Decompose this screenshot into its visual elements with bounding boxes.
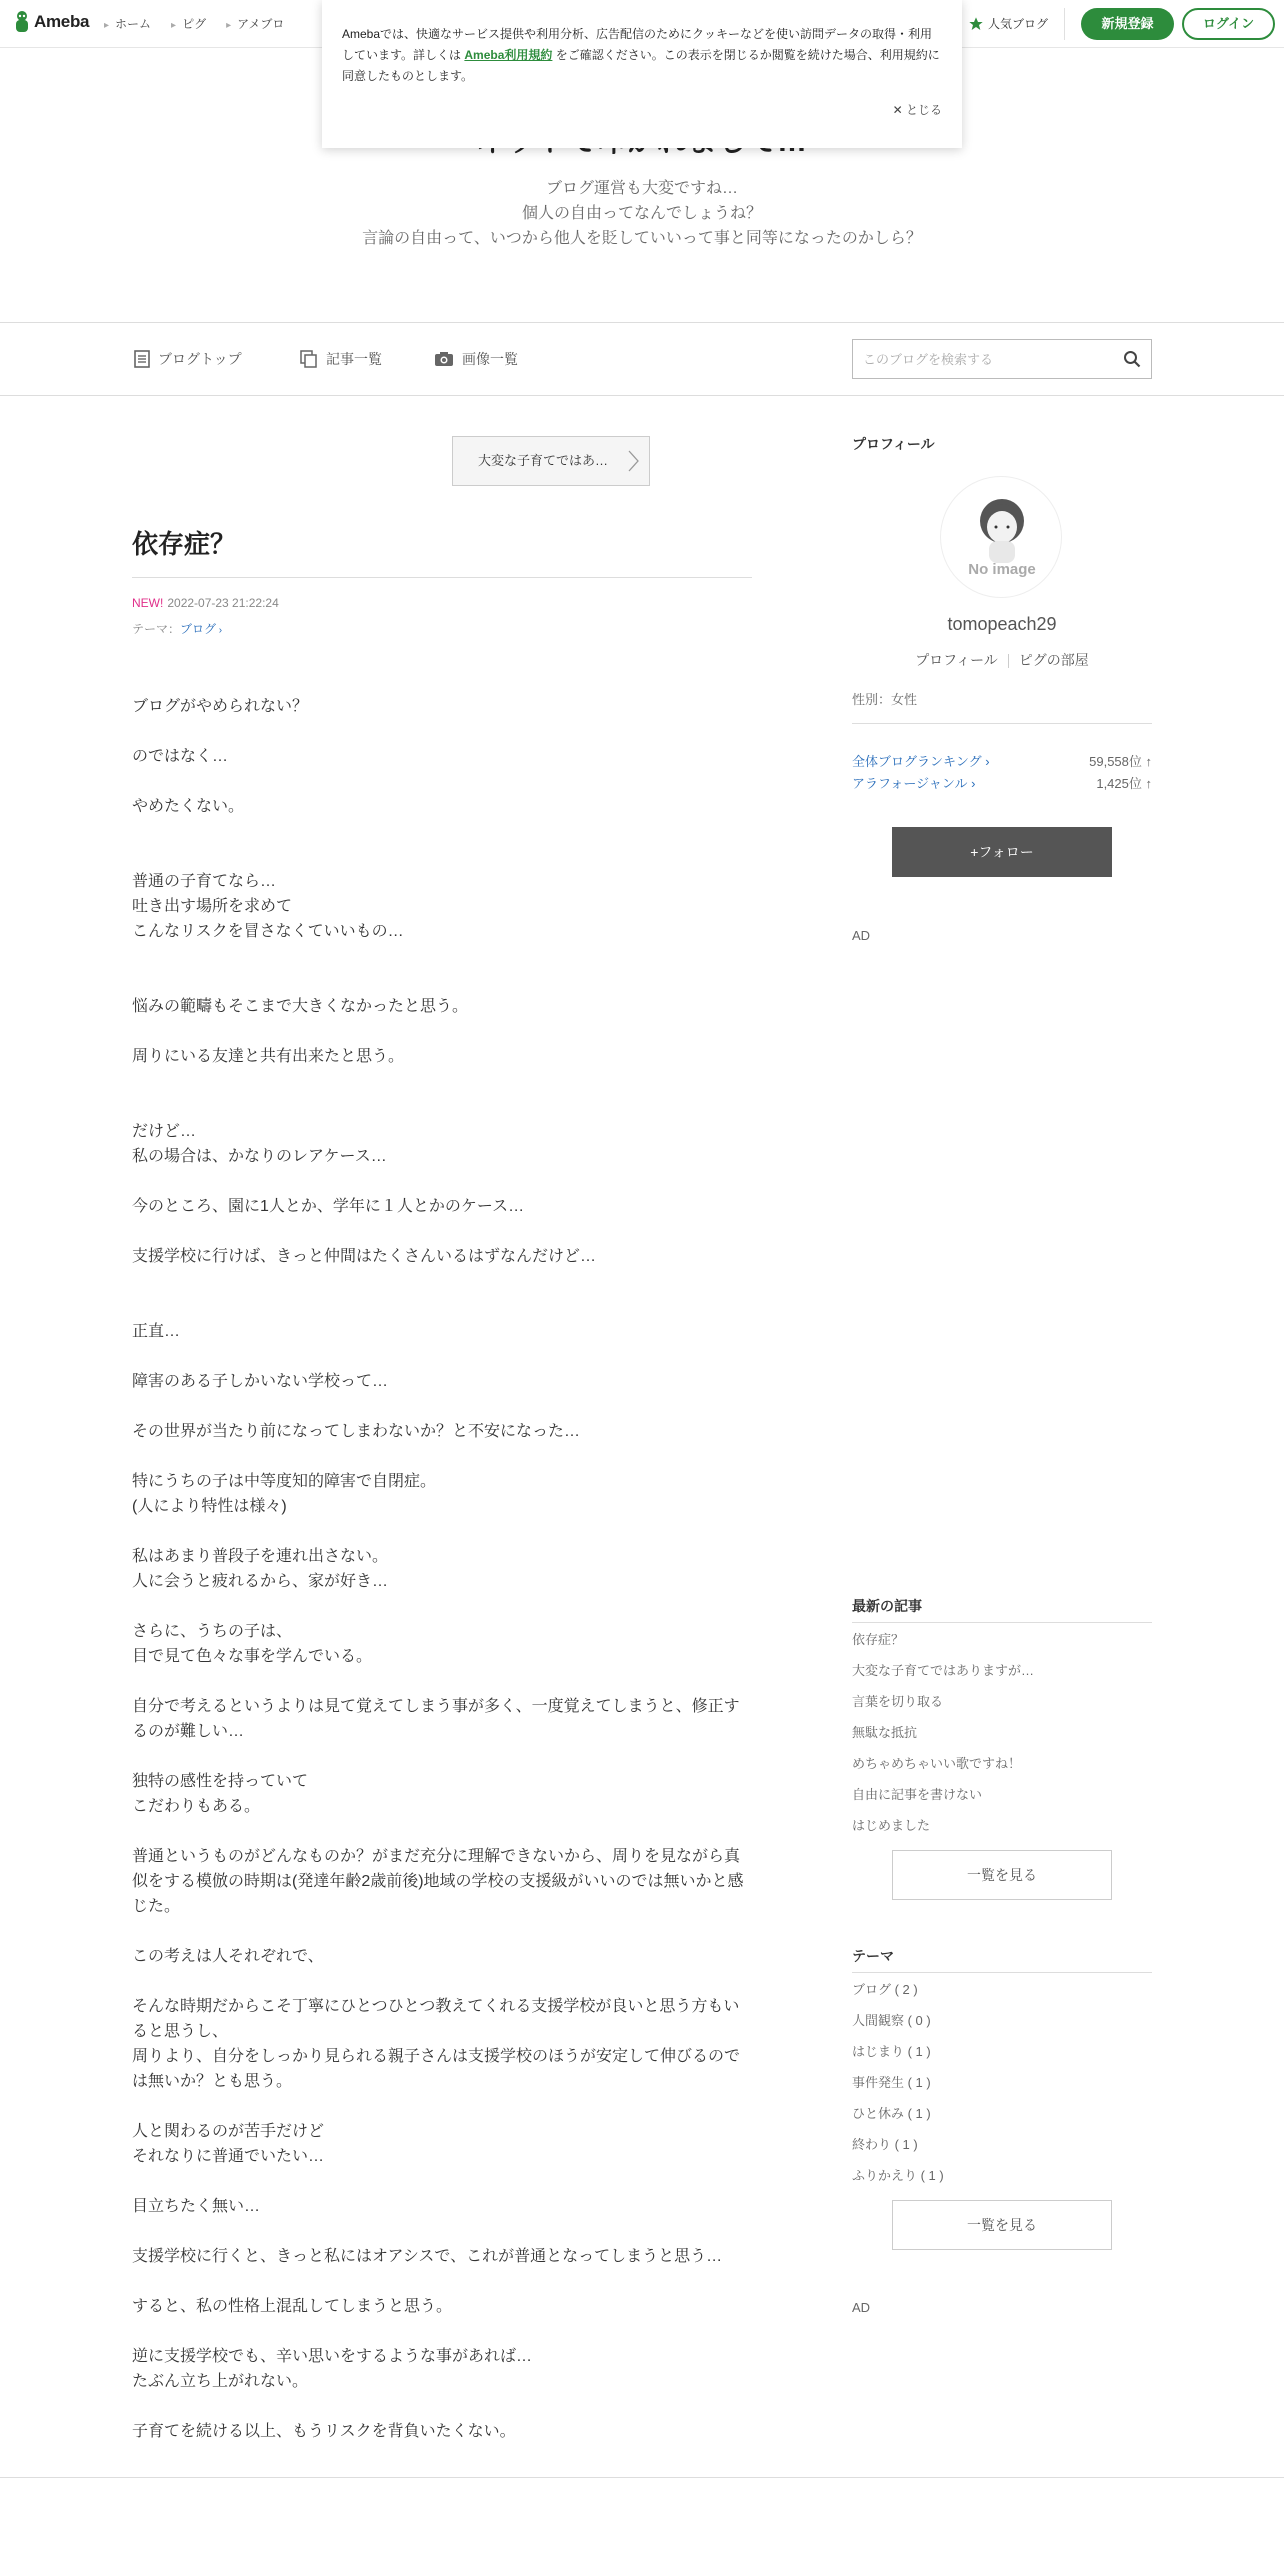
- recent-divider: [852, 1622, 1152, 1623]
- entry-theme: [132, 620, 222, 637]
- document-icon: [134, 350, 150, 368]
- entry-paragraph: 普通の子育てなら…: [132, 873, 277, 890]
- nav-entry-list[interactable]: [300, 349, 382, 369]
- entry-paragraph: [132, 1819, 752, 1844]
- link-divider: [1008, 654, 1009, 668]
- entry-paragraph: [132, 2169, 752, 2194]
- entry-date: 2022-07-23 21:22:24: [167, 596, 279, 610]
- nav-ameblo[interactable]: ▸ アメブロ: [226, 15, 284, 32]
- entry-paragraph: 吐き出す場所を求めて: [132, 898, 293, 915]
- chevron-right-icon: ›: [216, 625, 223, 636]
- entry-title[interactable]: 依存症？: [132, 529, 237, 559]
- recent-item[interactable]: 依存症？: [852, 1632, 905, 1647]
- entry-paragraph: [132, 1519, 752, 1544]
- copy-icon: [300, 350, 318, 368]
- profile-gender: 性別：女性: [852, 692, 918, 707]
- entry-paragraph: [132, 1594, 752, 1619]
- entry-paragraph: [132, 1394, 752, 1419]
- recent-heading: 最新の記事: [852, 1598, 922, 1614]
- nav-blog-top-label: ブログトップ: [158, 351, 242, 367]
- entry-title-divider: [132, 577, 752, 578]
- theme-item[interactable]: ふりかえり ( 1 ): [852, 2168, 944, 2183]
- entry-paragraph: [132, 2319, 752, 2344]
- entry-paragraph: こんなリスクを冒さなくていいもの…: [132, 923, 404, 940]
- signup-button[interactable]: 新規登録: [1081, 8, 1174, 40]
- search-icon: [1123, 350, 1141, 368]
- blog-description-line: ブログ運営も大変ですね…: [545, 180, 738, 197]
- pigg-room-link[interactable]: ピグの部屋: [1018, 652, 1089, 668]
- blog-description-line: 個人の自由ってなんでしょうね？: [521, 205, 762, 222]
- theme-list: [852, 1974, 1152, 2191]
- prev-entry-title: 大変な子育てではあ…: [478, 453, 609, 468]
- entry-theme-link[interactable]: ブログ: [180, 622, 217, 636]
- no-image-label: No image: [968, 561, 1036, 578]
- entry-paragraph: だけど…: [132, 1123, 197, 1140]
- theme-item[interactable]: ブログ ( 2 ): [852, 1982, 918, 1997]
- entry-paragraph: [132, 819, 752, 844]
- entry-theme-prefix: テーマ：: [132, 622, 181, 636]
- cookie-banner: [322, 0, 962, 148]
- entry-paragraph: 支援学校に行くと、きっと私にはオアシスで、これが普通となってしまうと思う…: [132, 2248, 723, 2265]
- entry-paragraph: [132, 1219, 752, 1244]
- terms-link[interactable]: Ameba利用規約: [464, 48, 553, 62]
- entry-paragraph: [132, 1669, 752, 1694]
- theme-divider: [852, 1972, 1152, 1973]
- entry-paragraph: [132, 2219, 752, 2244]
- ranking-label: 全体ブログランキング ›: [852, 754, 990, 769]
- recent-list: [852, 1624, 1152, 1841]
- entry-paragraph: たぶん立ち上がれない。: [132, 2373, 309, 2390]
- entry-paragraph: それなりに普通でいたい…: [132, 2148, 325, 2165]
- entry-paragraph: 目立ちたく無い…: [132, 2198, 261, 2215]
- recent-item[interactable]: 大変な子育てではありますが…: [852, 1663, 1035, 1678]
- entry-paragraph: 特にうちの子は中等度知的障害で自閉症。: [132, 1473, 437, 1490]
- theme-item[interactable]: 終わり ( 1 ): [852, 2137, 918, 2152]
- entry-paragraph: [132, 1094, 752, 1119]
- entry-paragraph: [132, 2094, 752, 2119]
- entry-paragraph: 支援学校に行けば、きっと仲間はたくさんいるはずなんだけど…: [132, 1248, 597, 1265]
- entry-paragraph: [132, 1019, 752, 1044]
- entry-paragraph: [132, 719, 752, 744]
- entry-paragraph: 障害のある子しかいない学校って…: [132, 1373, 389, 1390]
- chevron-right-icon: [627, 450, 639, 472]
- entry-paragraph: [132, 2269, 752, 2294]
- entry-paragraph: [132, 769, 752, 794]
- entry-paragraph: この考えは人それぞれで、: [132, 1948, 324, 1965]
- blog-nav: [0, 322, 1284, 396]
- no-image-avatar-icon: [941, 477, 1062, 598]
- nav-image-list[interactable]: [434, 349, 518, 369]
- entry-paragraph: [132, 844, 752, 869]
- blog-description-line: 言論の自由って、いつから他人を貶していいって事と同等になったのかしら？: [362, 230, 922, 247]
- blog-description: [0, 176, 1284, 251]
- cookie-close-button[interactable]: ✕ とじる: [892, 103, 942, 117]
- profile-avatar[interactable]: [940, 476, 1062, 598]
- star-icon: [968, 16, 984, 32]
- cookie-text: Amebaでは、快適なサービス提供や利用分析、広告配信のためにクッキーなどを使い訪問データの取得・利用しています。詳しくは: [342, 27, 933, 62]
- blog-search-input[interactable]: [853, 340, 1103, 378]
- entry-paragraph: [132, 969, 752, 994]
- ameba-logo[interactable]: [12, 10, 89, 34]
- ad-label: AD: [852, 2300, 871, 2315]
- entry-paragraph: のではなく…: [132, 748, 229, 765]
- nav-pigg[interactable]: ▸ ピグ: [171, 15, 206, 32]
- ranking-row[interactable]: [852, 773, 1152, 792]
- profile-name[interactable]: tomopeach29: [947, 614, 1057, 634]
- entry-paragraph: こだわりもある。: [132, 1798, 261, 1815]
- recent-item[interactable]: 言葉を切り取る: [852, 1694, 944, 1709]
- theme-item[interactable]: はじまり ( 1 ): [852, 2044, 931, 2059]
- entry-paragraph: 独特の感性を持っていて: [132, 1773, 309, 1790]
- entry-paragraph: そんな時期だからこそ丁寧にひとつひとつ教えてくれる支援学校が良いと思う方もいると思うし、: [132, 1998, 740, 2040]
- profile-link[interactable]: プロフィール: [915, 652, 998, 668]
- entry-paragraph: 人に会うと疲れるから、家が好き…: [132, 1573, 389, 1590]
- header-divider: [1064, 8, 1065, 40]
- ranking-value: 59,558位 ↑: [1089, 754, 1152, 769]
- theme-more-button[interactable]: 一覧を見る: [892, 2200, 1112, 2250]
- nav-image-list-label: 画像一覧: [462, 351, 518, 367]
- entry-meta: [132, 596, 279, 610]
- entry-paragraph: 自分で考えるというよりは見て覚えてしまう事が多く、一度覚えてしまうと、修正するのが難しい…: [132, 1698, 740, 1740]
- ad-label: AD: [852, 928, 871, 943]
- theme-heading: テーマ: [852, 1948, 894, 1964]
- popular-blogs-link[interactable]: [968, 15, 1048, 32]
- entry-paragraph: [132, 1294, 752, 1319]
- entry-body: [132, 694, 752, 2444]
- entry-paragraph: [132, 1069, 752, 1094]
- theme-item[interactable]: 事件発生 ( 1 ): [852, 2075, 931, 2090]
- entry-paragraph: 正直…: [132, 1323, 181, 1340]
- entry-paragraph: [132, 1744, 752, 1769]
- recent-item[interactable]: 無駄な抵抗: [852, 1725, 918, 1740]
- logo-text: Ameba: [34, 12, 90, 31]
- entry-paragraph: [132, 2394, 752, 2419]
- nav-entry-list-label: 記事一覧: [326, 351, 382, 367]
- entry-paragraph: 子育てを続ける以上、もうリスクを背負いたくない。: [132, 2423, 516, 2440]
- follow-button[interactable]: +フォロー: [892, 827, 1112, 877]
- entry-paragraph: [132, 1919, 752, 1944]
- theme-item[interactable]: 人間観察 ( 0 ): [852, 2013, 931, 2028]
- new-badge: NEW!: [132, 596, 164, 610]
- recent-item[interactable]: めちゃめちゃいい歌ですね！: [852, 1756, 1022, 1771]
- entry-paragraph: その世界が当たり前になってしまわないか？と不安になった…: [132, 1423, 581, 1440]
- blog-search: [852, 339, 1152, 379]
- profile-links: [852, 650, 1152, 670]
- entry-paragraph: [132, 1444, 752, 1469]
- login-button[interactable]: ログイン: [1182, 8, 1275, 40]
- camera-icon: [434, 351, 454, 367]
- bottom-mask: [0, 2478, 1284, 2568]
- entry-paragraph: [132, 1169, 752, 1194]
- profile-divider: [852, 723, 1152, 724]
- entry-paragraph: [132, 944, 752, 969]
- ranking-value: 1,425位 ↑: [1096, 776, 1152, 791]
- entry-paragraph: 悩みの範疇もそこまで大きくなかったと思う。: [132, 998, 469, 1015]
- entry-paragraph: 周りにいる友達と共有出来たと思う。: [132, 1048, 405, 1065]
- cookie-text-2: をご確認ください。この表示を閉じるか閲覧を続けた場合、利用規約に同意したものとします。: [342, 48, 940, 83]
- entry-paragraph: 私の場合は、かなりのレアケース…: [132, 1148, 387, 1165]
- entry-paragraph: 今のところ、園に1人とか、学年に１人とかのケース…: [132, 1198, 525, 1215]
- nav-home[interactable]: ▸ ホーム: [104, 15, 151, 32]
- global-nav: [104, 15, 284, 32]
- nav-blog-top[interactable]: [134, 349, 242, 369]
- entry-paragraph: [132, 1344, 752, 1369]
- entry-paragraph: 逆に支援学校でも、辛い思いをするような事があれば…: [132, 2348, 533, 2365]
- entry-paragraph: 目で見て色々な事を学んでいる。: [132, 1648, 373, 1665]
- entry-paragraph: やめたくない。: [132, 798, 245, 815]
- entry-paragraph: [132, 1269, 752, 1294]
- recent-more-button[interactable]: 一覧を見る: [892, 1850, 1112, 1900]
- prev-entry-link[interactable]: [452, 436, 650, 486]
- entry-paragraph: さらに、うちの子は、: [132, 1623, 293, 1640]
- ranking-label: アラフォージャンル ›: [852, 776, 976, 791]
- ameba-mascot-icon: [12, 10, 32, 34]
- popular-blogs-label: 人気ブログ: [988, 17, 1049, 31]
- ranking-row[interactable]: [852, 751, 1152, 770]
- entry-paragraph: 人と関わるのが苦手だけど: [132, 2123, 325, 2140]
- entry-paragraph: ブログがやめられない？: [132, 698, 309, 715]
- entry-paragraph: 私はあまり普段子を連れ出さない。: [132, 1548, 389, 1565]
- recent-item[interactable]: はじめました: [852, 1818, 931, 1833]
- search-button[interactable]: [1123, 350, 1141, 373]
- theme-item[interactable]: ひと休み ( 1 ): [852, 2106, 931, 2121]
- recent-item[interactable]: 自由に記事を書けない: [852, 1787, 983, 1802]
- entry-paragraph: 周りより、自分をしっかり見られる親子さんは支援学校のほうが安定して伸びるのでは無いか？とも思う。: [132, 2048, 741, 2090]
- entry-paragraph: (人により特性は様々): [132, 1498, 287, 1515]
- entry-paragraph: 普通というものがどんなものか？がまだ充分に理解できないから、周りを見ながら真似をする模倣の時期は(発達年齢2歳前後)地域の学校の支援級がいいのでは無いかと感じた。: [132, 1848, 744, 1915]
- entry-paragraph: すると、私の性格上混乱してしまうと思う。: [132, 2298, 453, 2315]
- profile-heading: プロフィール: [852, 436, 935, 452]
- entry-paragraph: [132, 1969, 752, 1994]
